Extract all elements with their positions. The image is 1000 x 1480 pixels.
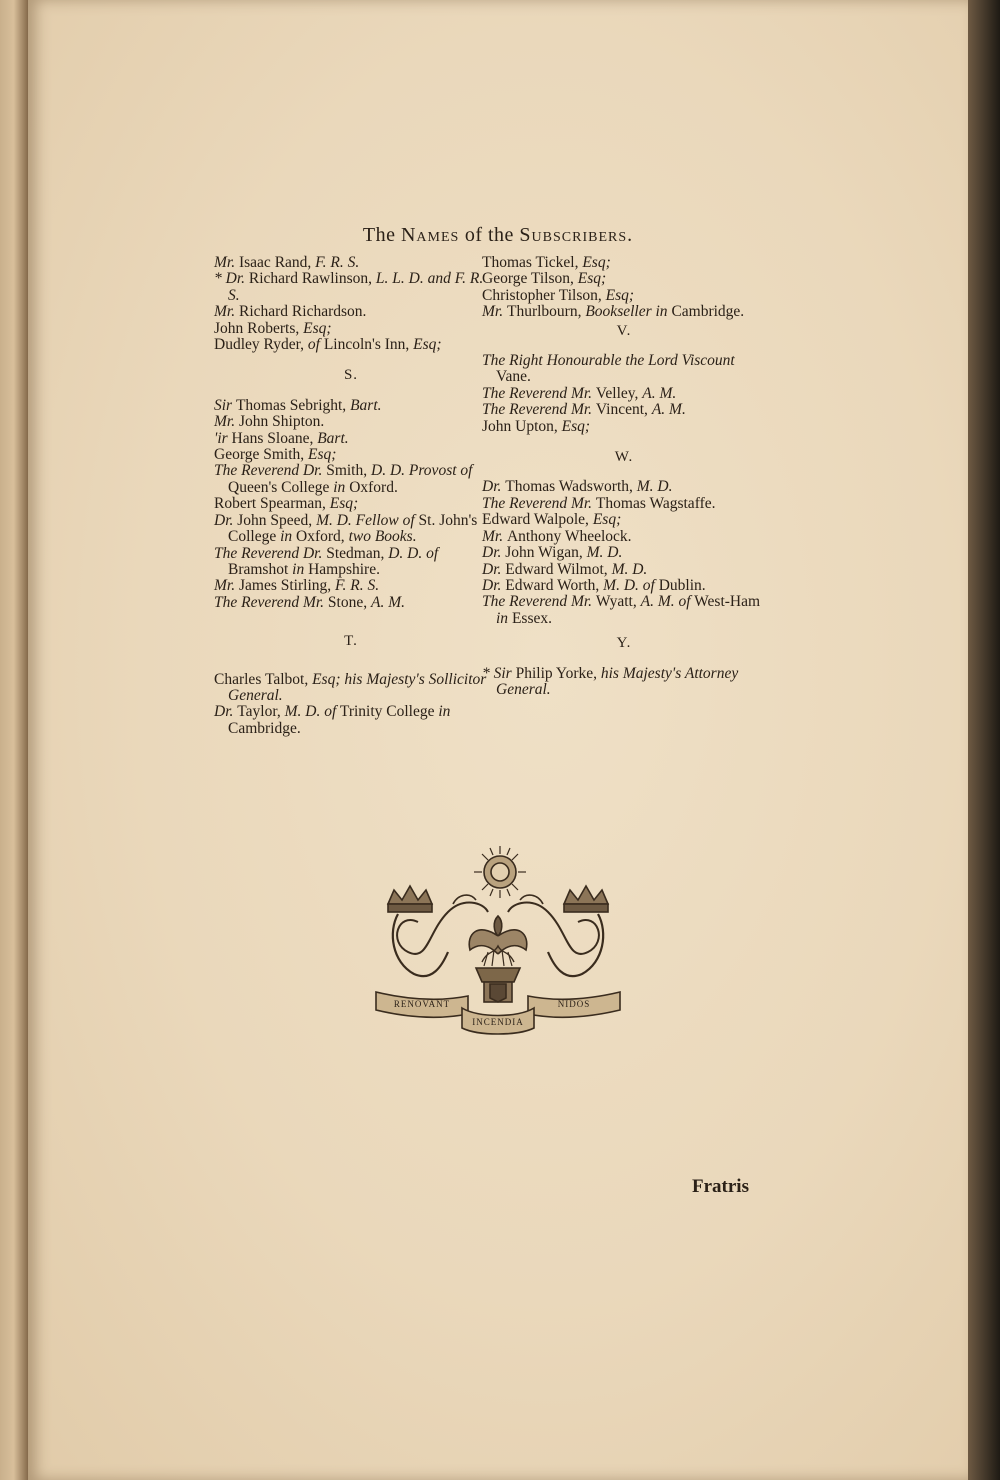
list-item: Dr. Edward Wilmot, M. D. — [482, 560, 648, 578]
list-item: Sir Thomas Sebright, Bart. — [214, 396, 382, 414]
list-item: Robert Spearman, Esq; — [214, 495, 359, 513]
motto-center: INCENDIA — [472, 1017, 524, 1027]
section-letter: S. — [343, 367, 359, 384]
list-item: Mr. John Shipton. — [214, 413, 325, 431]
list-item: John Roberts, Esq; — [214, 319, 332, 337]
crown-icon — [564, 886, 608, 912]
crown-icon — [388, 886, 432, 912]
title-text: Subscribers. — [519, 224, 634, 246]
list-item: Dr. John Speed, M. D. Fellow of St. John's College in Oxford, two Books. — [214, 511, 478, 546]
list-item: Dudley Ryder, of Lincoln's Inn, Esq; — [214, 336, 442, 354]
motto-left: RENOVANT — [393, 999, 451, 1009]
list-item: 'ir Hans Sloane, Bart. — [214, 429, 349, 447]
left-column — [214, 255, 488, 737]
section-letter: V. — [616, 322, 632, 339]
list-item: The Reverend Mr. Stone, A. M. — [214, 593, 405, 611]
page — [28, 0, 968, 1480]
phoenix-sun-crowns-ornament-icon — [358, 842, 638, 1042]
list-item: Mr. Isaac Rand, F. R. S. — [214, 254, 360, 271]
list-item: * Sir Philip Yorke, his Majesty's Attorney General. — [482, 664, 739, 698]
phoenix-icon — [469, 916, 527, 966]
list-item: The Reverend Mr. Wyatt, A. M. of West-Ham in Essex. — [482, 593, 761, 627]
list-item: Mr. Thurlbourn, Bookseller in Cambridge. — [482, 303, 745, 321]
list-item: The Reverend Mr. Velley, A. M. — [482, 384, 677, 402]
section-letter: Y. — [616, 635, 632, 652]
list-item: Dr. John Wigan, M. D. — [482, 544, 623, 562]
list-item: Thomas Tickel, Esq; — [482, 254, 611, 271]
motto-right: NIDOS — [557, 999, 591, 1009]
list-item: The Reverend Dr. Stedman, D. D. of Bramshot in Hampshire. — [214, 544, 439, 578]
list-item: The Reverend Mr. Thomas Wagstaffe. — [482, 494, 716, 512]
list-item: * Dr. Richard Rawlinson, L. L. D. and F. R. S. — [214, 270, 484, 304]
list-item: John Upton, Esq; — [482, 417, 591, 435]
list-item: Christopher Tilson, Esq; — [482, 286, 635, 304]
list-item: Dr. Edward Worth, M. D. of Dublin. — [482, 576, 706, 594]
section-letter: T. — [344, 633, 358, 650]
list-item: Dr. Thomas Wadsworth, M. D. — [482, 478, 673, 496]
list-item: Mr. Richard Richardson. — [214, 303, 367, 321]
page-edge-shadow — [968, 0, 1000, 1480]
title-text: The — [362, 224, 401, 246]
list-item: The Right Honourable the Lord Viscount Vane. — [482, 352, 735, 386]
list-item: George Tilson, Esq; — [482, 270, 607, 288]
list-item: Charles Talbot, Esq; his Majesty's Sollicitor General. — [214, 670, 487, 704]
right-column — [482, 255, 766, 698]
list-item: Mr. James Stirling, F. R. S. — [214, 577, 380, 595]
list-item: Mr. Anthony Wheelock. — [482, 527, 632, 545]
title-text: of the — [459, 224, 520, 246]
list-item: Dr. Taylor, M. D. of Trinity College in Cambridge. — [214, 703, 451, 737]
sun-icon — [474, 846, 526, 898]
page-title — [28, 224, 968, 247]
catchword: Fratris — [692, 1176, 749, 1197]
list-item: George Smith, Esq; — [214, 446, 337, 464]
title-text: Names — [400, 224, 460, 246]
list-item: The Reverend Dr. Smith, D. D. Provost of Queen's College in Oxford. — [214, 462, 473, 496]
section-letter: W. — [614, 449, 634, 466]
list-item: The Reverend Mr. Vincent, A. M. — [482, 401, 686, 419]
list-item: Edward Walpole, Esq; — [482, 511, 622, 529]
